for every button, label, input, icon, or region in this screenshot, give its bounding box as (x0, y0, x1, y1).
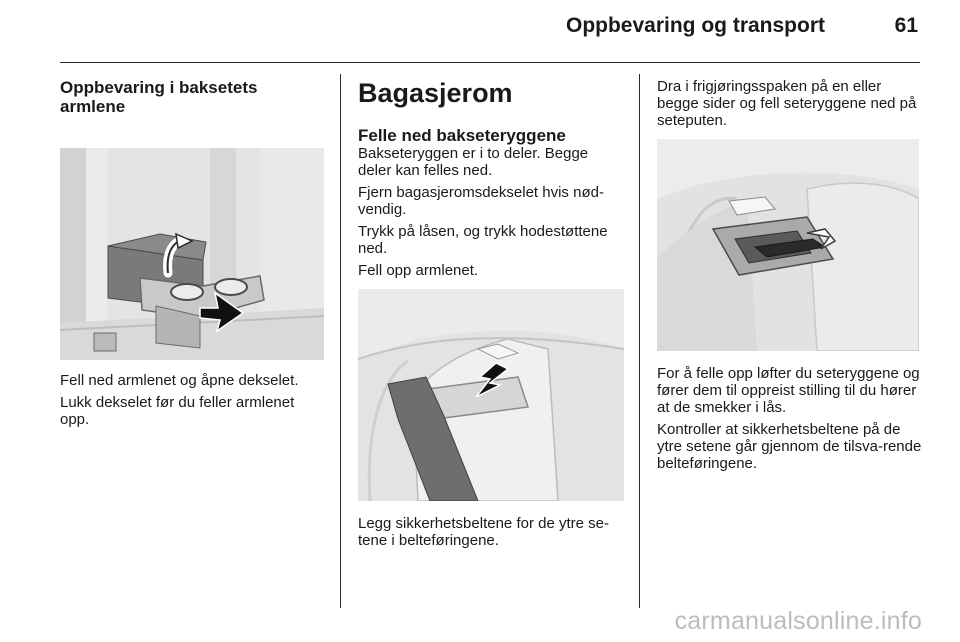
chapter-title: Bagasjerom (358, 78, 513, 108)
page-number: 61 (894, 14, 918, 37)
subheading-fold-seatbacks: Felle ned bakseteryggene (358, 126, 566, 145)
column-1 (60, 78, 324, 433)
paragraph-armrest-2: Lukk dekselet før du feller armlenet opp. (60, 394, 295, 428)
caption-seatbelt-guides: Legg sikkerhetsbeltene for de ytre se-tene i belteføringene. (358, 515, 609, 549)
paragraph-raise-seatbacks: For å felle opp løfter du seteryggene og fører dem til oppreist stilling til du hører at de smekker i lås. (657, 365, 920, 416)
paragraph-armrest-1: Fell ned armlenet og åpne dekselet. (60, 372, 299, 389)
watermark: carmanualsonline.info (674, 607, 922, 635)
page-header-title: Oppbevaring og transport (565, 14, 825, 37)
paragraph-fold-3: Trykk på låsen, og trykk hodestøttene ned. (358, 223, 608, 257)
paragraph-fold-1: Bakseteryggen er i to deler. Begge deler kan felles ned. (358, 145, 589, 179)
column-2 (358, 78, 624, 554)
paragraph-release-lever: Dra i frigjøringsspaken på en eller begge sider og fell seteryggene ned på seteputen. (657, 78, 917, 129)
column-3 (657, 78, 923, 477)
column-divider-2 (639, 74, 640, 608)
header-rule (60, 62, 920, 63)
seatbelt-guide-illustration (358, 289, 624, 501)
paragraph-fold-2: Fjern bagasjeromsdekselet hvis nød-vendig. (358, 184, 604, 218)
paragraph-check-seatbelts: Kontroller at sikkerhetsbeltene på de ytre setene går gjennom de tilsva-rende belteføringene. (657, 421, 922, 472)
armrest-cupholder-illustration (60, 148, 324, 360)
paragraph-fold-4: Fell opp armlenet. (358, 262, 479, 279)
release-lever-illustration (657, 139, 919, 351)
section-heading-armrest: Oppbevaring i baksetets armlene (60, 78, 258, 116)
column-divider-1 (340, 74, 341, 608)
